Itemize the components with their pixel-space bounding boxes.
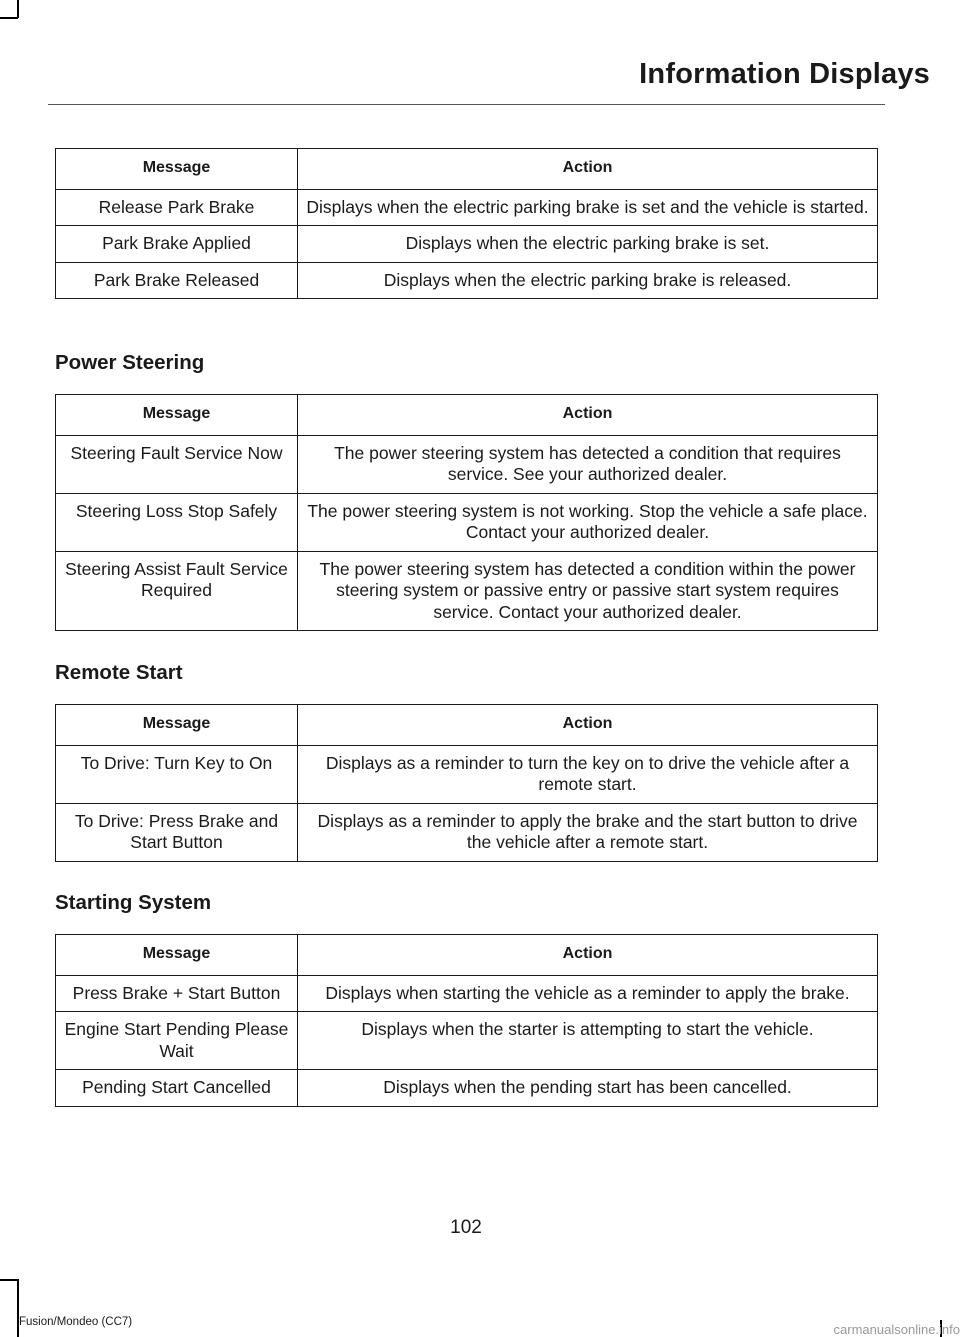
action-cell: Displays when the electric parking brake is set. [298,226,878,263]
page-number: 102 [450,1217,482,1238]
section-title-power-steering: Power Steering [55,351,205,374]
table-header-row [56,705,878,746]
footer-model: Fusion/Mondeo (CC7) [19,1316,133,1328]
crop-mark [17,0,19,18]
power-steering-table [55,394,878,631]
table-row [56,493,878,551]
crop-mark [0,17,18,19]
action-cell: The power steering system has detected a condition that requires service. See your authorized dealer. [298,435,878,493]
table-header-row [56,149,878,190]
message-cell: Press Brake + Start Button [56,975,298,1012]
message-cell: Release Park Brake [56,189,298,226]
crop-mark [17,1279,19,1337]
crop-mark [0,1279,18,1281]
action-cell: Displays as a reminder to turn the key on to drive the vehicle after a remote start. [298,745,878,803]
table-row [56,189,878,226]
table-row [56,262,878,299]
table-header-row [56,935,878,976]
action-cell: Displays when the pending start has been cancelled. [298,1070,878,1107]
header-message: Message [56,149,298,190]
message-cell: Engine Start Pending Please Wait [56,1012,298,1070]
message-cell: Steering Assist Fault Service Required [56,551,298,631]
header-action: Action [298,395,878,436]
action-cell: Displays when starting the vehicle as a reminder to apply the brake. [298,975,878,1012]
remote-start-table [55,704,878,862]
table-row [56,1070,878,1107]
action-cell: The power steering system is not working. Stop the vehicle a safe place. Contact your authorized dealer. [298,493,878,551]
action-cell: The power steering system has detected a condition within the power steering system or passive entry or passive start system requires service. Contact your authorized dealer. [298,551,878,631]
table-row [56,975,878,1012]
table-row [56,745,878,803]
section-title-starting-system: Starting System [55,891,212,914]
section-title-remote-start: Remote Start [55,661,183,684]
table-header-row [56,395,878,436]
action-cell: Displays when the electric parking brake is released. [298,262,878,299]
table-row [56,1012,878,1070]
header-action: Action [298,935,878,976]
header-message: Message [56,705,298,746]
header-message: Message [56,395,298,436]
message-cell: To Drive: Turn Key to On [56,745,298,803]
page-title: Information Displays [639,58,930,90]
header-action: Action [298,149,878,190]
action-cell: Displays when the starter is attempting to start the vehicle. [298,1012,878,1070]
header-rule [48,104,885,105]
action-cell: Displays as a reminder to apply the brake and the start button to drive the vehicle after a remote start. [298,803,878,861]
action-cell: Displays when the electric parking brake is set and the vehicle is started. [298,189,878,226]
message-cell: Steering Fault Service Now [56,435,298,493]
message-cell: Park Brake Released [56,262,298,299]
table-row [56,435,878,493]
table-row [56,803,878,861]
message-cell: Pending Start Cancelled [56,1070,298,1107]
parking-brake-table [55,148,878,299]
table-row [56,226,878,263]
message-cell: Park Brake Applied [56,226,298,263]
starting-system-table [55,934,878,1107]
header-action: Action [298,705,878,746]
watermark: carmanualsonline.info [833,1322,960,1337]
table-row [56,551,878,631]
header-message: Message [56,935,298,976]
message-cell: Steering Loss Stop Safely [56,493,298,551]
message-cell: To Drive: Press Brake and Start Button [56,803,298,861]
